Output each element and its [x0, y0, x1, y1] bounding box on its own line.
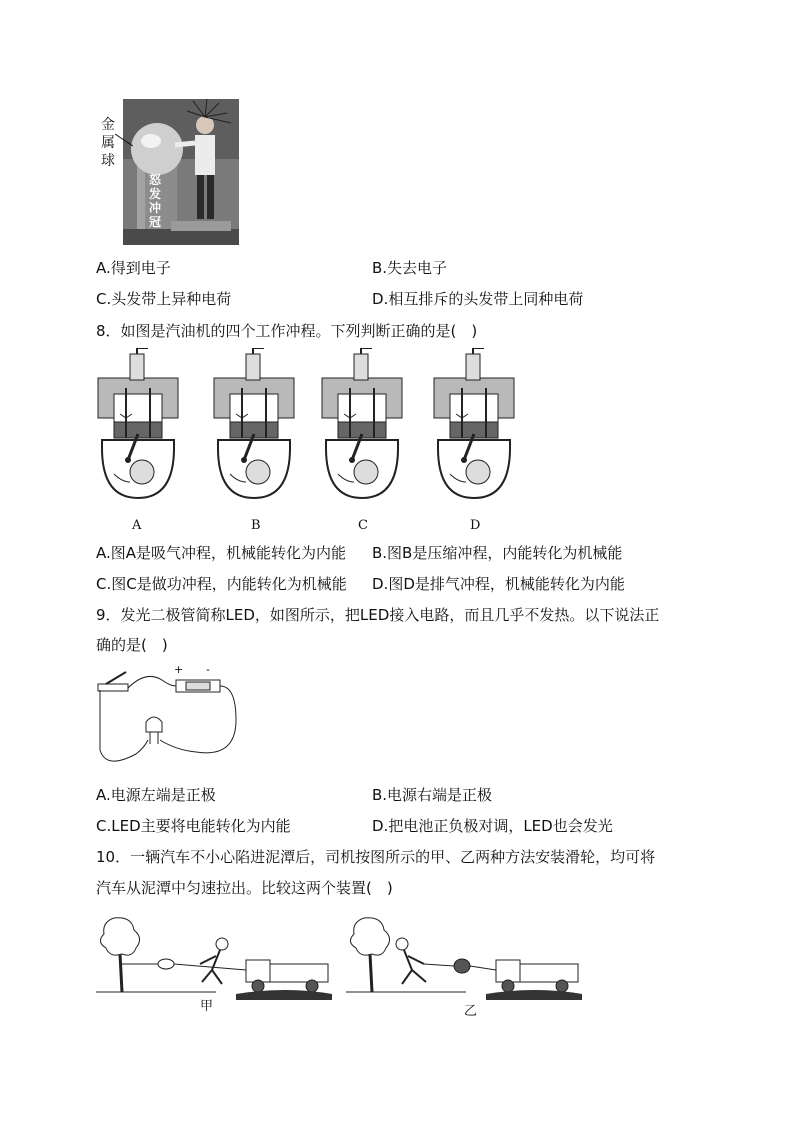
figure-label-c: C	[358, 518, 368, 533]
figure-label-d: D	[470, 518, 481, 533]
battery-minus-sign: -	[206, 663, 210, 676]
q7-option-c[interactable]: C.头发带上异种电荷	[96, 290, 232, 308]
label-char: 金	[101, 117, 115, 133]
pulley-figure-yi	[346, 908, 582, 1000]
q9-option-a[interactable]: A.电源左端是正极	[96, 786, 216, 804]
engine-strokes-figure	[92, 348, 532, 520]
q9-stem-line2: 确的是( )	[96, 636, 168, 654]
battery-plus-sign: +	[174, 663, 184, 676]
van-de-graaff-illustration	[123, 99, 239, 245]
q9-option-c[interactable]: C.LED主要将电能转化为内能	[96, 817, 291, 835]
figure-label-a: A	[132, 518, 142, 533]
photo-text-char: 发	[148, 187, 161, 201]
photo-text-char: 怒	[148, 173, 161, 187]
figure-label-b: B	[251, 518, 261, 533]
q7-option-b[interactable]: B.失去电子	[372, 259, 448, 277]
q7-option-d[interactable]: D.相互排斥的头发带上同种电荷	[372, 290, 584, 308]
photo-text-char: 冠	[148, 215, 161, 229]
q9-option-b[interactable]: B.电源右端是正极	[372, 786, 493, 804]
led-circuit-figure	[96, 660, 246, 776]
q10-stem-line1: 10．一辆汽车不小心陷进泥潭后，司机按图所示的甲、乙两种方法安装滑轮，均可将	[96, 848, 656, 866]
label-char: 属	[101, 135, 115, 151]
pointer-line	[113, 120, 133, 150]
q7-option-a[interactable]: A.得到电子	[96, 259, 171, 277]
pulley-figure-jia	[96, 908, 332, 1000]
photo-text-char: 冲	[148, 201, 161, 215]
q8-option-b[interactable]: B.图B是压缩冲程，内能转化为机械能	[372, 544, 623, 562]
q9-stem-line1: 9．发光二极管简称LED，如图所示，把LED接入电路，而且几乎不发热。以下说法正	[96, 606, 660, 624]
q8-stem: 8．如图是汽油机的四个工作冲程。下列判断正确的是( )	[96, 322, 478, 340]
static-electricity-photo	[123, 99, 239, 245]
q10-stem-line2: 汽车从泥潭中匀速拉出。比较这两个装置( )	[96, 879, 393, 897]
label-char: 球	[101, 153, 115, 169]
q8-option-a[interactable]: A.图A是吸气冲程，机械能转化为内能	[96, 544, 347, 562]
figure-label-jia: 甲	[200, 999, 214, 1014]
q8-option-c[interactable]: C.图C是做功冲程，内能转化为机械能	[96, 575, 347, 593]
q9-option-d[interactable]: D.把电池正负极对调，LED也会发光	[372, 817, 613, 835]
figure-label-yi: 乙	[464, 1004, 478, 1019]
q8-option-d[interactable]: D.图D是排气冲程，机械能转化为内能	[372, 575, 625, 593]
